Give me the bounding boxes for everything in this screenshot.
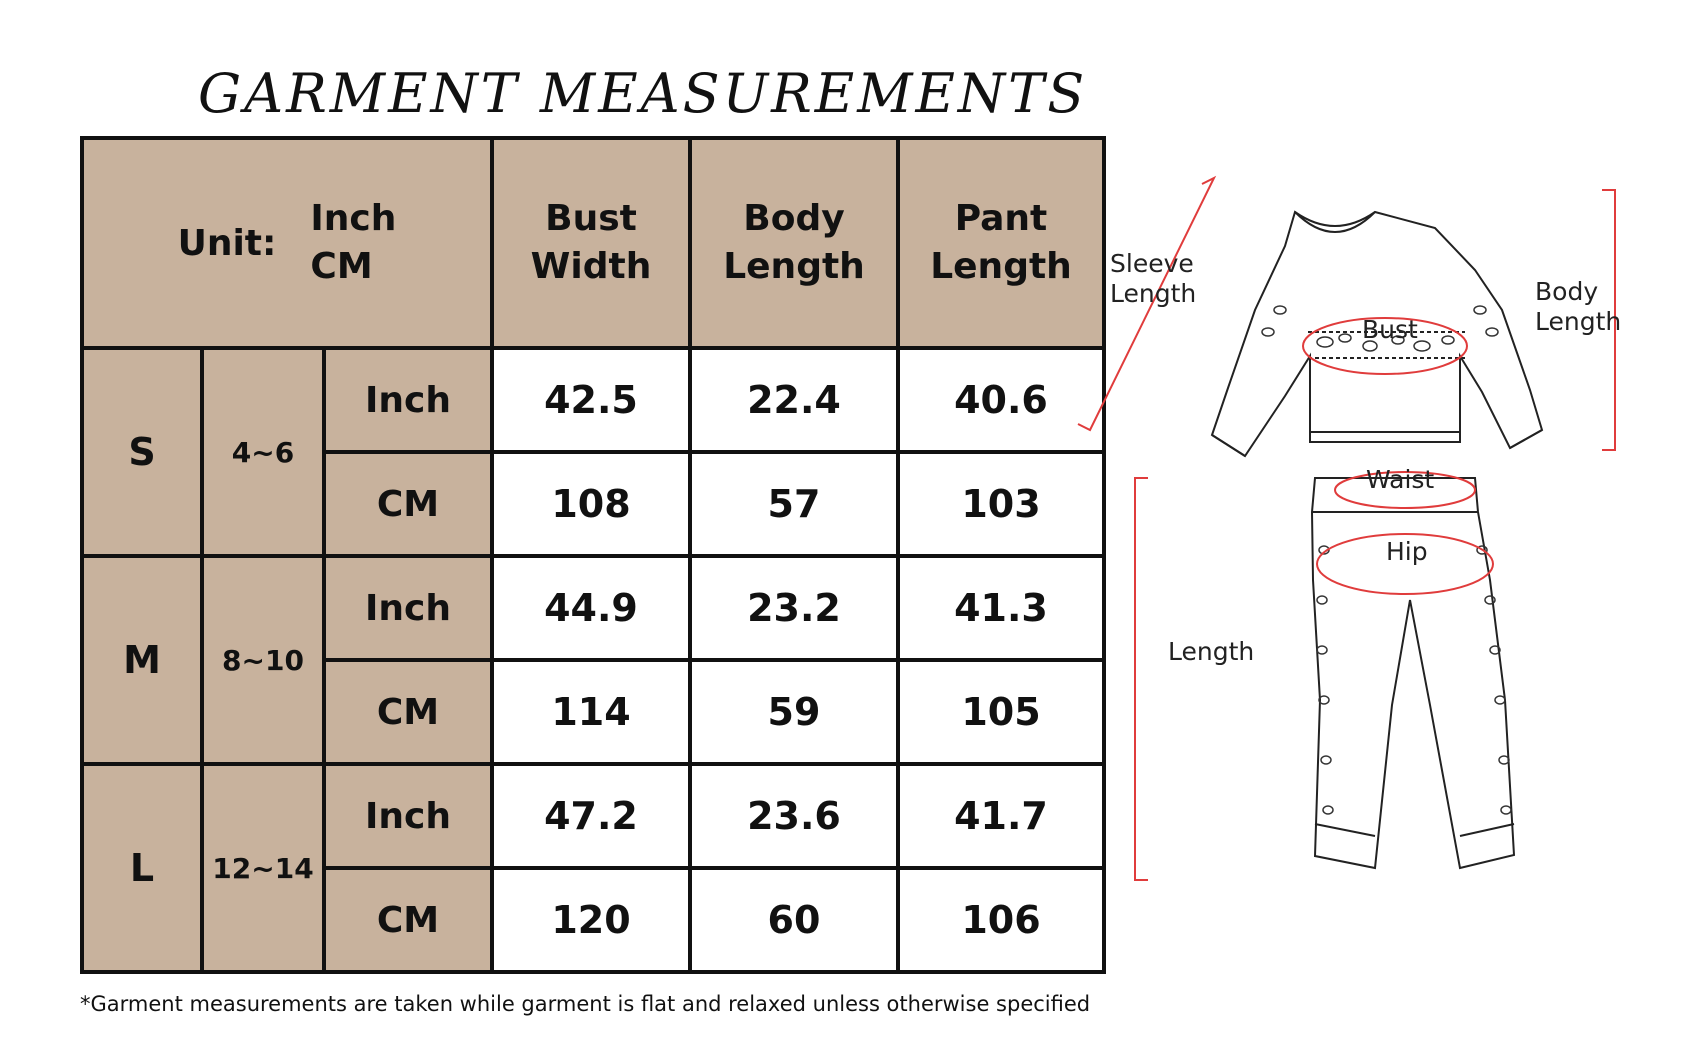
value-cell: 106 <box>898 868 1104 972</box>
header-line: Width <box>530 246 652 287</box>
unit-inch: Inch <box>310 198 397 239</box>
value-cell: 60 <box>690 868 898 972</box>
age-range: 8~10 <box>202 556 324 764</box>
table-row <box>82 348 1104 452</box>
value-cell: 57 <box>690 452 898 556</box>
value-cell: 59 <box>690 660 898 764</box>
unit-header-cell <box>82 138 492 348</box>
value-cell: 114 <box>492 660 690 764</box>
pant-length-label: Length <box>1168 637 1255 666</box>
column-header-bust-width <box>492 138 690 348</box>
footnote: *Garment measurements are taken while garment is flat and relaxed unless otherwise specified <box>80 992 1091 1016</box>
value-cell: 103 <box>898 452 1104 556</box>
table-row <box>82 556 1104 660</box>
size-chart-table <box>80 136 1106 974</box>
body-length-label-line1: Body <box>1535 277 1599 306</box>
row-unit: CM <box>324 868 492 972</box>
value-cell: 41.3 <box>898 556 1104 660</box>
value-cell: 40.6 <box>898 348 1104 452</box>
page-title: GARMENT MEASUREMENTS <box>198 62 1088 125</box>
sleeve-length-label-line2: Length <box>1110 279 1197 308</box>
header-line: Bust <box>545 198 637 239</box>
column-header-body-length <box>690 138 898 348</box>
value-cell: 23.6 <box>690 764 898 868</box>
header-line: Length <box>723 246 865 287</box>
bust-label: Bust <box>1362 315 1418 344</box>
table-row <box>82 764 1104 868</box>
size-label: M <box>82 556 202 764</box>
body-length-label-line2: Length <box>1535 307 1622 336</box>
size-label: L <box>82 764 202 972</box>
unit-label: Unit: <box>177 222 277 264</box>
value-cell: 105 <box>898 660 1104 764</box>
hip-label: Hip <box>1386 537 1428 566</box>
value-cell: 23.2 <box>690 556 898 660</box>
row-unit: Inch <box>324 348 492 452</box>
age-range: 12~14 <box>202 764 324 972</box>
value-cell: 108 <box>492 452 690 556</box>
size-label: S <box>82 348 202 556</box>
sleeve-length-label-line1: Sleeve <box>1110 249 1194 278</box>
value-cell: 120 <box>492 868 690 972</box>
row-unit: Inch <box>324 556 492 660</box>
column-header-pant-length <box>898 138 1104 348</box>
header-line: Body <box>743 198 845 239</box>
value-cell: 42.5 <box>492 348 690 452</box>
value-cell: 41.7 <box>898 764 1104 868</box>
value-cell: 47.2 <box>492 764 690 868</box>
unit-cm: CM <box>310 246 373 287</box>
row-unit: CM <box>324 452 492 556</box>
row-unit: CM <box>324 660 492 764</box>
header-line: Pant <box>954 198 1048 239</box>
waist-label: Waist <box>1366 465 1435 494</box>
header-line: Length <box>930 246 1072 287</box>
value-cell: 22.4 <box>690 348 898 452</box>
row-unit: Inch <box>324 764 492 868</box>
value-cell: 44.9 <box>492 556 690 660</box>
garment-diagram <box>1110 160 1650 900</box>
age-range: 4~6 <box>202 348 324 556</box>
